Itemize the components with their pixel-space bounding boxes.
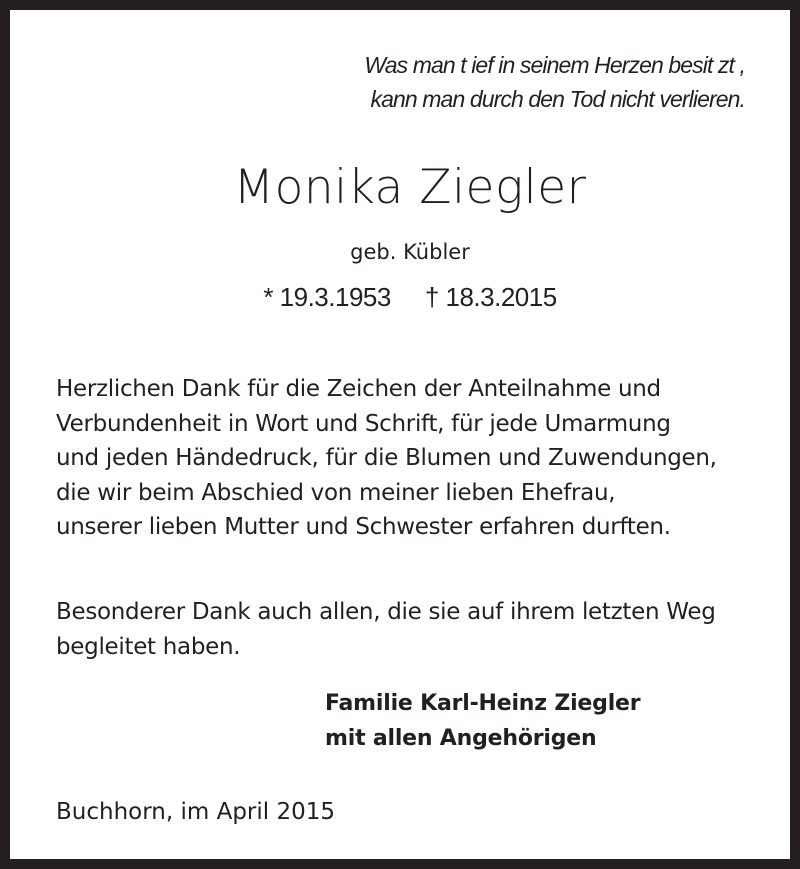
signature-line: Familie Karl-Heinz Ziegler (325, 691, 641, 716)
family-signature (325, 686, 640, 756)
place-and-date: Buchhorn, im April 2015 (56, 799, 335, 825)
quote-line-2: kann man durch den Tod nicht verlieren. (370, 86, 745, 112)
birth-name: geb. Kübler (350, 240, 470, 264)
death-date: † 18.3.2015 (424, 282, 557, 312)
special-thanks-paragraph (56, 595, 716, 664)
thanks-line: Verbundenheit in Wort und Schrift, für jede Umarmung (56, 410, 671, 437)
birth-date: * 19.3.1953 (263, 282, 391, 312)
thanks-line: Herzlichen Dank für die Zeichen der Anteilnahme und (56, 376, 661, 402)
thanks-paragraph (56, 372, 717, 545)
thanks-line: unserer lieben Mutter und Schwester erfahren durften. (56, 514, 671, 540)
deceased-name: Monika Ziegler (233, 160, 587, 215)
thanks-line: die wir beim Abschied von meiner lieben Ehefrau, (56, 479, 616, 506)
life-dates (10, 282, 800, 313)
special-thanks-line: Besonderer Dank auch allen, die sie auf ihrem letzten Weg (56, 599, 716, 625)
special-thanks-line: begleitet haben. (56, 633, 241, 660)
signature-line: mit allen Angehörigen (325, 726, 597, 751)
quote-line-1: Was man t ief in seinem Herzen besit zt , (364, 52, 745, 78)
thanks-line: und jeden Händedruck, für die Blumen und Zuwendungen, (56, 445, 717, 471)
